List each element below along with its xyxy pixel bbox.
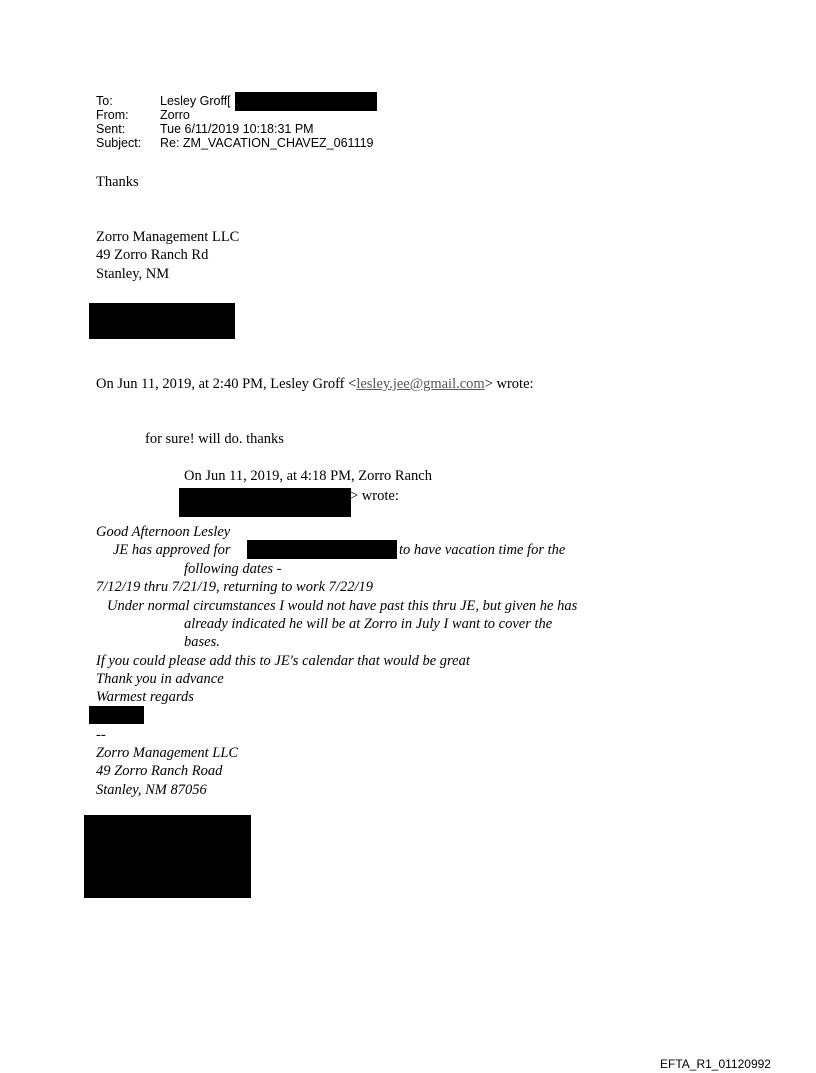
message-line: Warmest regards	[96, 689, 194, 705]
message-line: If you could please add this to JE's calendar that would be great	[96, 653, 470, 669]
quote-header-1-suffix: > wrote:	[484, 376, 534, 392]
redaction-signer	[89, 706, 144, 724]
signature-separator: --	[96, 727, 106, 743]
message-line: to have vacation time for the	[399, 542, 566, 558]
quote-header-2-suffix: > wrote:	[350, 488, 399, 504]
sent-value: Tue 6/11/2019 10:18:31 PM	[160, 122, 314, 136]
message-line: JE has approved for	[113, 542, 231, 558]
signature-line: Zorro Management LLC	[96, 229, 240, 245]
from-value: Zorro	[160, 108, 190, 122]
message-line: Under normal circumstances I would not have past this thru JE, but given he has	[107, 598, 578, 614]
subject-label: Subject:	[96, 136, 142, 150]
sent-label: Sent:	[96, 122, 126, 136]
from-label: From:	[96, 108, 129, 122]
quote-header-1-prefix: On Jun 11, 2019, at 2:40 PM, Lesley Groff <	[96, 376, 357, 392]
message-line: 7/12/19 thru 7/21/19, returning to work 7/22/19	[96, 579, 373, 595]
quote-header-1	[96, 376, 534, 393]
signature-line: 49 Zorro Ranch Rd	[96, 247, 209, 263]
redaction-to	[235, 92, 377, 111]
to-value: Lesley Groff[	[160, 94, 231, 108]
thanks-text: Thanks	[96, 174, 139, 190]
subject-value: Re: ZM_VACATION_CHAVEZ_061119	[160, 136, 374, 150]
message-line: already indicated he will be at Zorro in July I want to cover the	[184, 616, 553, 632]
signature-line: Stanley, NM	[96, 266, 170, 282]
document-id: EFTA_R1_01120992	[660, 1057, 771, 1071]
email-link[interactable]: lesley.jee@gmail.com	[356, 376, 485, 392]
reply-text: for sure! will do. thanks	[145, 431, 284, 447]
to-label: To:	[96, 94, 113, 108]
signature-line: 49 Zorro Ranch Road	[96, 763, 223, 779]
redaction-name	[247, 540, 397, 559]
message-line: Good Afternoon Lesley	[96, 524, 231, 540]
message-line: Thank you in advance	[96, 671, 224, 687]
redaction-sender	[179, 488, 351, 517]
message-line: bases.	[184, 634, 220, 650]
signature-line: Stanley, NM 87056	[96, 782, 207, 798]
message-line: following dates -	[184, 561, 282, 577]
quote-header-2: On Jun 11, 2019, at 4:18 PM, Zorro Ranch	[184, 468, 432, 484]
redaction-image	[84, 815, 251, 898]
redaction-block	[89, 303, 235, 339]
signature-line: Zorro Management LLC	[96, 745, 239, 761]
